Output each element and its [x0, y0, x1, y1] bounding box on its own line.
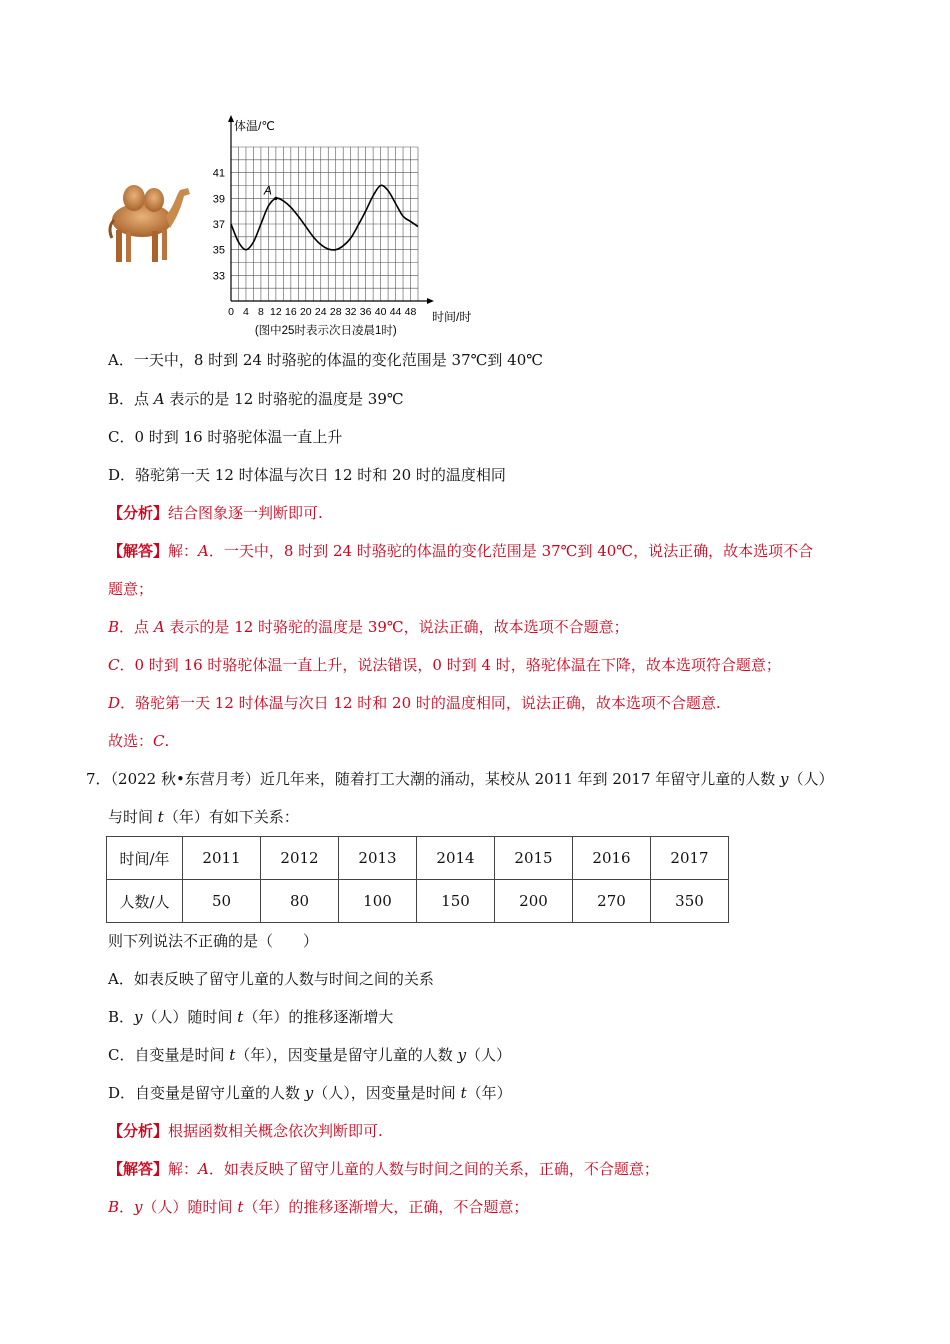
table-cell-count: 80	[261, 880, 339, 923]
table-cell-count: 350	[651, 880, 729, 923]
q7-stem-line-2: 与时间 t（年）有如下关系：	[108, 808, 299, 826]
x-tick-label: 28	[329, 306, 342, 318]
q6-option-d: D．骆驼第一天 12 时体温与次日 12 时和 20 时的温度相同	[108, 466, 506, 484]
x-tick-label: 4	[243, 306, 249, 318]
q6-analysis: 【分析】结合图象逐一判断即可.	[108, 504, 323, 522]
x-tick-label: 44	[389, 306, 402, 318]
q6-choice: 故选：C.	[108, 732, 170, 750]
table-row	[107, 880, 729, 923]
table-cell-count: 150	[417, 880, 495, 923]
table-cell-count: 50	[183, 880, 261, 923]
chart-caption: (图中25时表示次日凌晨1时)	[254, 325, 397, 337]
x-tick-label: 36	[359, 306, 372, 318]
q6-option-a: A．一天中，8 时到 24 时骆驼的体温的变化范围是 37℃到 40℃	[108, 351, 544, 369]
y-tick-label: 39	[212, 193, 225, 206]
table-header-count: 人数/人	[107, 880, 183, 923]
q7-option-c: C．自变量是时间 t（年），因变量是留守儿童的人数 y（人）	[108, 1046, 512, 1064]
x-axis-label: 时间/时	[432, 310, 472, 324]
q6-option-c: C．0 时到 16 时骆驼体温一直上升	[108, 428, 343, 446]
temperature-chart	[200, 108, 500, 340]
q6-answer-line-4: D．骆驼第一天 12 时体温与次日 12 时和 20 时的温度相同，说法正确，故本选项不合题意.	[108, 694, 721, 712]
q6-answer-line-1: 【解答】解：A．一天中，8 时到 24 时骆驼的体温的变化范围是 37℃到 40℃，说法正确，故本选项不合	[108, 542, 814, 560]
camel-image	[102, 176, 202, 268]
point-a-label: A	[263, 183, 272, 198]
x-tick-label: 40	[374, 306, 387, 318]
table-cell-count: 200	[495, 880, 573, 923]
q7-option-b: B．y（人）随时间 t（年）的推移逐渐增大	[108, 1008, 394, 1026]
table-cell-year: 2012	[261, 837, 339, 880]
y-tick-label: 37	[212, 219, 225, 231]
table-cell-year: 2017	[651, 837, 729, 880]
table-cell-year: 2014	[417, 837, 495, 880]
x-axis-arrow	[427, 298, 434, 304]
x-tick-label: 48	[404, 306, 417, 318]
x-tick-label: 32	[344, 306, 357, 318]
table-cell-year: 2011	[183, 837, 261, 880]
table-row	[107, 837, 729, 880]
table-cell-year: 2015	[495, 837, 573, 880]
q7-data-table	[106, 836, 729, 923]
q7-option-a: A．如表反映了留守儿童的人数与时间之间的关系	[108, 970, 434, 988]
y-tick-label: 33	[212, 270, 225, 283]
table-cell-year: 2013	[339, 837, 417, 880]
point-a-marker	[274, 197, 277, 200]
y-axis-label: 体温/℃	[234, 119, 275, 133]
x-tick-label: 24	[314, 306, 327, 318]
x-tick-label: 20	[299, 306, 312, 318]
q7-stem-line-1: 7．（2022 秋•东营月考）近几年来，随着打工大潮的涌动，某校从 2011 年到 2017 年留守儿童的人数 y（人）	[86, 770, 834, 788]
q6-option-b: B．点 A 表示的是 12 时骆驼的温度是 39℃	[108, 390, 404, 408]
y-tick-label: 35	[212, 244, 225, 257]
x-tick-label: 0	[228, 306, 234, 318]
q7-answer-line-2: B．y（人）随时间 t（年）的推移逐渐增大，正确，不合题意；	[108, 1198, 529, 1216]
table-cell-count: 100	[339, 880, 417, 923]
q7-answer-line-1: 【解答】解：A．如表反映了留守儿童的人数与时间之间的关系，正确，不合题意；	[108, 1160, 659, 1178]
table-cell-year: 2016	[573, 837, 651, 880]
x-tick-label: 8	[257, 306, 264, 318]
q6-answer-line-1-cont: 题意；	[108, 580, 154, 598]
q6-answer-line-3: C．0 时到 16 时骆驼体温一直上升，说法错误，0 时到 4 时，骆驼体温在下降，故本选项符合题意；	[108, 656, 781, 674]
q7-analysis: 【分析】根据函数相关概念依次判断即可.	[108, 1122, 383, 1140]
table-header-time: 时间/年	[107, 837, 183, 880]
x-tick-label: 16	[284, 306, 297, 318]
q7-option-d: D．自变量是留守儿童的人数 y（人），因变量是时间 t（年）	[108, 1084, 512, 1102]
q6-answer-line-2: B．点 A 表示的是 12 时骆驼的温度是 39℃，说法正确，故本选项不合题意；	[108, 618, 629, 636]
table-cell-count: 270	[573, 880, 651, 923]
temperature-curve	[231, 185, 418, 250]
q7-question: 则下列说法不正确的是（ ）	[108, 932, 319, 950]
x-tick-label: 12	[270, 306, 282, 318]
y-tick-label: 41	[212, 167, 225, 180]
